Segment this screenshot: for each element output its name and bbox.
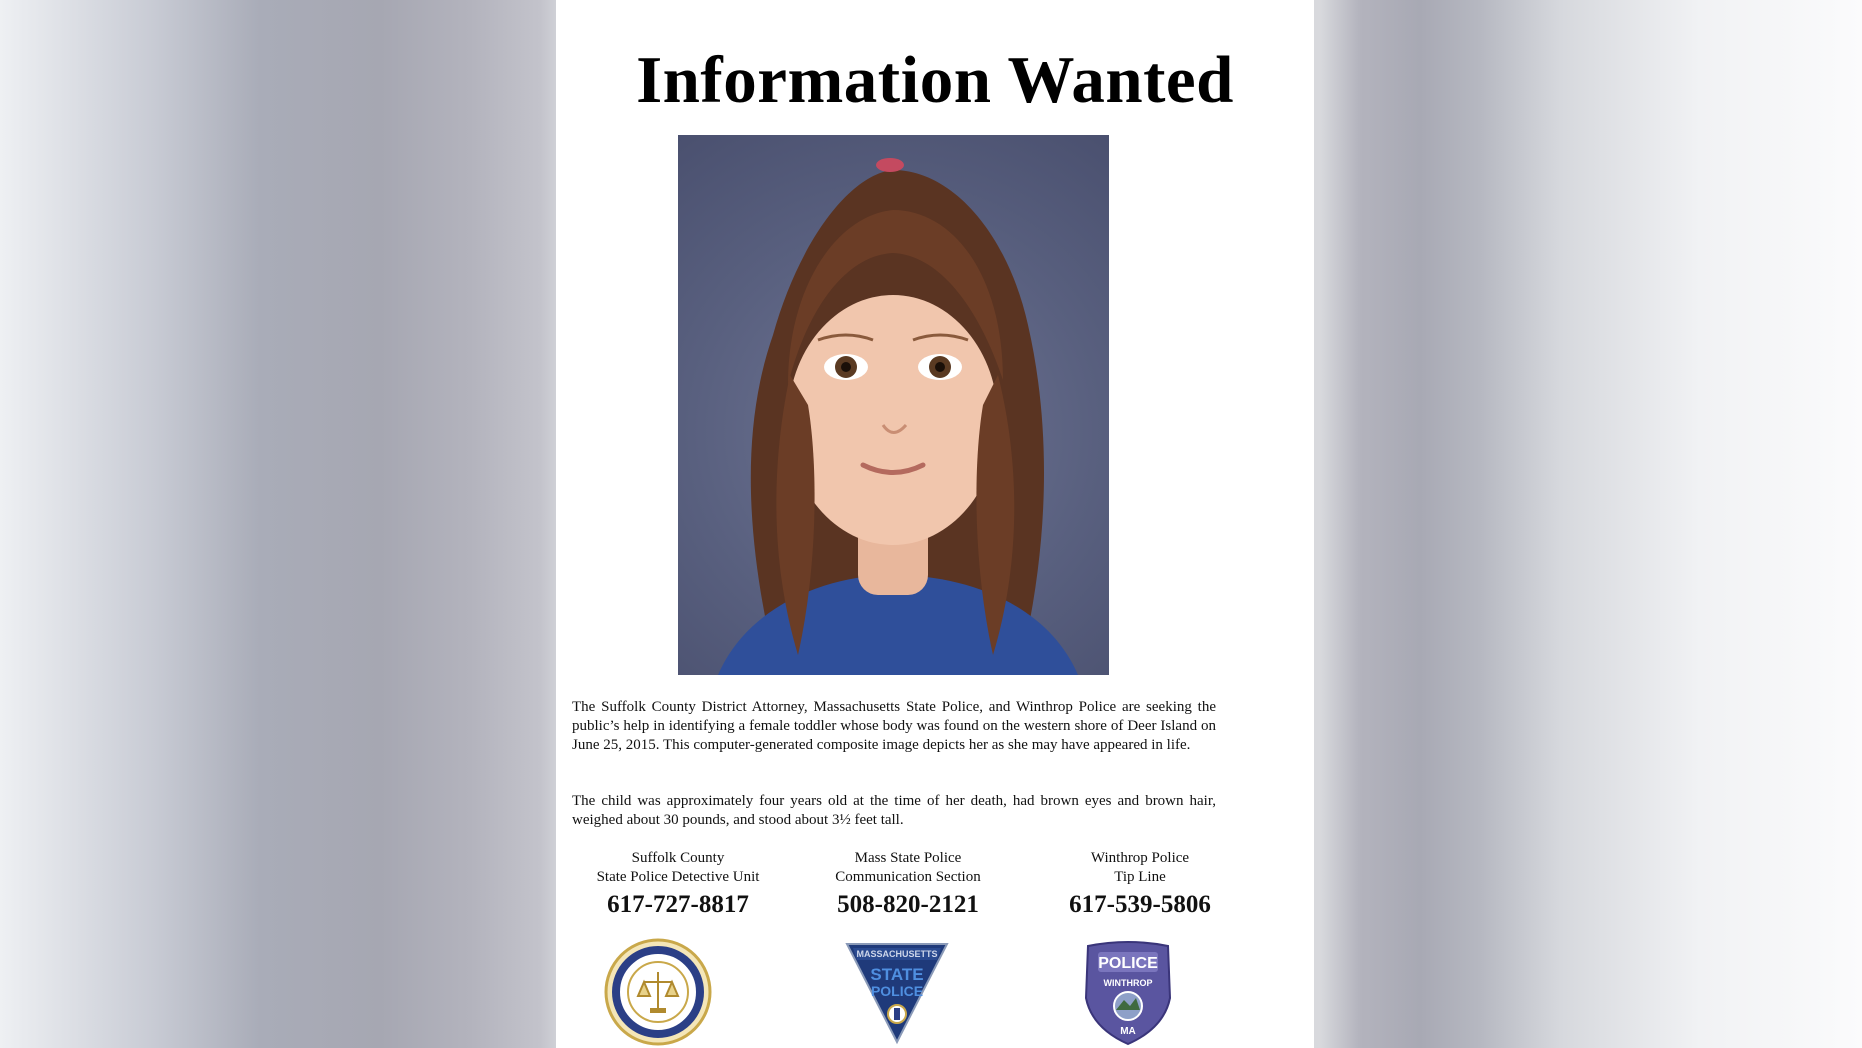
- description-paragraph-2: The child was approximately four years old at the time of her death, had brown eyes and brown hair, weighed about 30 pounds, and stood about 3½ feet tall.: [572, 793, 1216, 828]
- description-paragraph-1: The Suffolk County District Attorney, Massachusetts State Police, and Winthrop Police are seeking the public’s help in identifying a female toddler whose body was found on the western shore of Deer Island on June 25, 2015. This computer-generated composite image depicts her as she may have appeared in life.: [572, 699, 1216, 753]
- contact-winthrop: [1020, 849, 1260, 920]
- badge-mid-text: WINTHROP: [1103, 978, 1153, 988]
- contact-line1: Mass State Police: [854, 850, 962, 866]
- contact-line2: Communication Section: [835, 869, 981, 885]
- contact-line1: Winthrop Police: [1090, 850, 1190, 866]
- contact-line2: State Police Detective Unit: [596, 869, 760, 885]
- contact-phone: 617-539-5806: [1069, 891, 1211, 918]
- badge-main-text-2: POLICE: [870, 983, 924, 999]
- contact-line1: Suffolk County: [631, 850, 725, 866]
- agency-seals: [556, 938, 1314, 1048]
- flyer-title: Information Wanted: [636, 43, 1234, 117]
- contact-phone: 617-727-8817: [607, 891, 749, 918]
- mass-state-police-badge-icon: [843, 938, 951, 1046]
- contact-line2: Tip Line: [1114, 869, 1166, 885]
- badge-main-text-1: STATE: [870, 965, 924, 984]
- contact-list: [556, 849, 1314, 918]
- contact-phone: 508-820-2121: [837, 891, 979, 918]
- badge-bottom-text: MA: [1120, 1026, 1136, 1037]
- contact-state-police: [788, 849, 1028, 920]
- badge-top-text: MASSACHUSETTS: [856, 949, 938, 959]
- badge-top-text: POLICE: [1098, 955, 1158, 972]
- flyer: [556, 0, 1314, 1048]
- child-portrait-illustration: [678, 135, 1109, 675]
- contact-suffolk: [558, 849, 798, 920]
- composite-photo: [678, 135, 1109, 675]
- suffolk-da-seal-icon: [604, 938, 712, 1046]
- winthrop-police-badge-icon: [1078, 938, 1178, 1046]
